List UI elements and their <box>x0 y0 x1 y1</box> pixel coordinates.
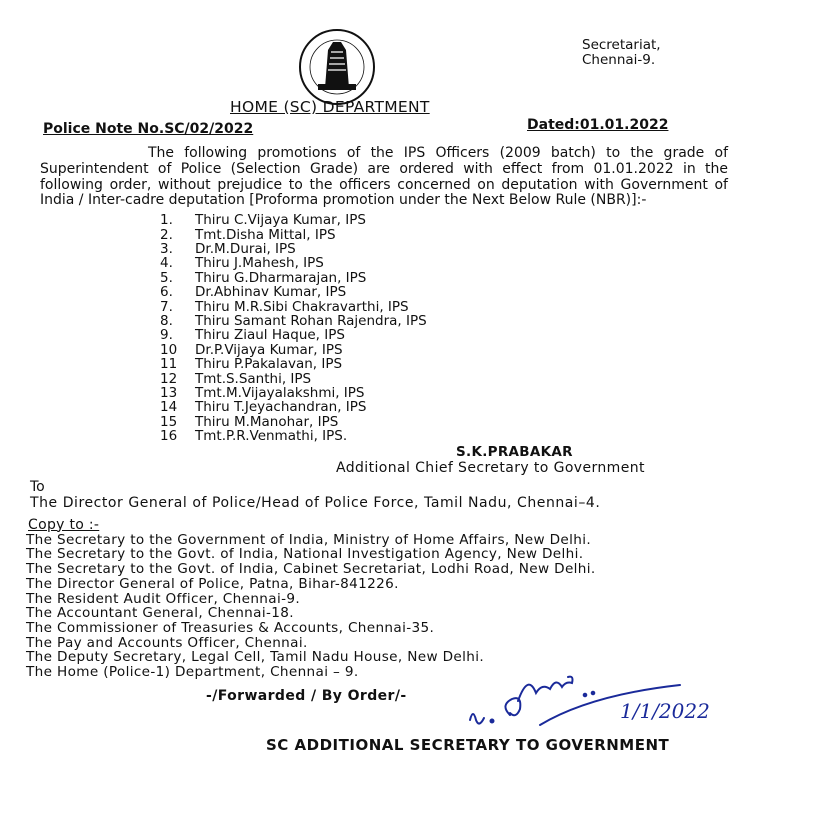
officer-name: Thiru M.R.Sibi Chakravarthi, IPS <box>195 298 409 315</box>
copy-recipient: The Accountant General, Chennai-18. <box>26 605 294 622</box>
officer-name: Dr.Abhinav Kumar, IPS <box>195 284 347 301</box>
address-line-1: Secretariat, <box>582 37 661 53</box>
secretariat-address <box>582 38 661 68</box>
copy-recipient: The Secretary to the Govt. of India, National Investigation Agency, New Delhi. <box>26 546 584 563</box>
officer-number: 3. <box>160 241 173 257</box>
officer-number: 1. <box>160 212 173 229</box>
officer-list-item <box>160 343 820 357</box>
officer-number: 7. <box>160 298 173 315</box>
note-date: Dated:01.01.2022 <box>527 117 669 133</box>
officer-name: Thiru M.Manohar, IPS <box>195 413 339 430</box>
officer-name: Thiru Samant Rohan Rajendra, IPS <box>195 313 427 330</box>
copy-to-label: Copy to :- <box>28 516 100 533</box>
tamil-nadu-emblem <box>298 28 376 106</box>
officer-list-item <box>160 285 820 299</box>
handwritten-signature <box>460 670 720 730</box>
order-paragraph: The following promotions of the IPS Officers (2009 batch) to the grade of Superintendent of Police (Selection Grade) are ordered with effect from 01.01.2022 in the following order, without prejudice to the officers concerned on deputation with Government of India / Inter-cadre deputation [Proforma promotion under the Next Below Rule (NBR)]:- <box>40 145 728 209</box>
officer-name: Tmt.M.Vijayalakshmi, IPS <box>195 385 365 402</box>
officer-name: Thiru P.Pakalavan, IPS <box>195 356 343 373</box>
officer-name: Thiru Ziaul Haque, IPS <box>195 327 345 344</box>
document-body <box>0 146 820 764</box>
officer-name: Tmt.S.Santhi, IPS <box>195 370 312 387</box>
officer-list-item <box>160 372 820 386</box>
officer-list-item <box>160 429 820 443</box>
final-designation: SC ADDITIONAL SECRETARY TO GOVERNMENT <box>266 735 670 754</box>
department-title: HOME (SC) DEPARTMENT <box>230 98 430 116</box>
copy-recipient: The Pay and Accounts Officer, Chennai. <box>26 634 308 651</box>
officer-list-item <box>160 242 820 256</box>
officer-number: 4. <box>160 255 173 272</box>
copy-recipient: The Resident Audit Officer, Chennai-9. <box>26 590 300 607</box>
copy-recipient: The Secretary to the Govt. of India, Cabinet Secretariat, Lodhi Road, New Delhi. <box>26 561 596 578</box>
officer-name: Tmt.Disha Mittal, IPS <box>195 226 336 243</box>
signatory-designation: Additional Chief Secretary to Government <box>336 459 645 476</box>
police-note-number: Police Note No.SC/02/2022 <box>43 121 254 137</box>
footer <box>0 684 820 764</box>
officer-list-item <box>160 228 820 242</box>
officer-list-item <box>160 256 820 270</box>
officer-list-item <box>160 357 820 371</box>
officer-number: 16 <box>160 428 178 445</box>
signature-date: 1/1/2022 <box>620 698 710 723</box>
officer-number: 9. <box>160 327 173 344</box>
copy-recipient: The Commissioner of Treasuries & Accounts, Chennai-35. <box>26 619 435 636</box>
officer-list-item <box>160 213 820 227</box>
officer-list-item <box>160 328 820 342</box>
address-line-2: Chennai-9. <box>582 52 656 68</box>
officer-name: Thiru J.Mahesh, IPS <box>195 255 324 272</box>
officers-list <box>160 213 820 444</box>
officer-number: 11 <box>160 356 178 373</box>
officer-number: 13 <box>160 385 178 402</box>
officer-name: Tmt.P.R.Venmathi, IPS. <box>195 428 348 445</box>
officer-list-item <box>160 271 820 285</box>
officer-number: 15 <box>160 413 178 430</box>
signatory-name: S.K.PRABAKAR <box>456 443 573 460</box>
officer-number: 10 <box>160 341 178 358</box>
officer-list-item <box>160 386 820 400</box>
forwarded-by-order: -/Forwarded / By Order/- <box>206 687 407 704</box>
officer-name: Thiru G.Dharmarajan, IPS <box>195 269 367 286</box>
to-address: The Director General of Police/Head of Police Force, Tamil Nadu, Chennai–4. <box>30 494 601 511</box>
officer-number: 6. <box>160 284 173 301</box>
officer-name: Dr.M.Durai, IPS <box>195 241 296 257</box>
officer-list-item <box>160 314 820 328</box>
officer-list-item <box>160 300 820 314</box>
officer-name: Thiru C.Vijaya Kumar, IPS <box>195 212 366 229</box>
officer-number: 2. <box>160 226 173 243</box>
officer-name: Dr.P.Vijaya Kumar, IPS <box>195 341 343 358</box>
copy-recipient: The Secretary to the Government of India, Ministry of Home Affairs, New Delhi. <box>26 531 592 548</box>
officer-name: Thiru T.Jeyachandran, IPS <box>195 399 367 416</box>
officer-number: 8. <box>160 313 173 330</box>
copy-to-list <box>26 533 820 680</box>
officer-number: 14 <box>160 399 178 416</box>
copy-recipient: The Deputy Secretary, Legal Cell, Tamil Nadu House, New Delhi. <box>26 649 485 666</box>
officer-list-item <box>160 415 820 429</box>
officer-list-item <box>160 400 820 414</box>
copy-recipient: The Director General of Police, Patna, Bihar-841226. <box>26 575 399 592</box>
copy-recipient: The Home (Police-1) Department, Chennai – 9. <box>26 664 359 681</box>
officer-number: 12 <box>160 370 178 387</box>
officer-number: 5. <box>160 269 173 286</box>
to-label: To <box>30 478 45 495</box>
